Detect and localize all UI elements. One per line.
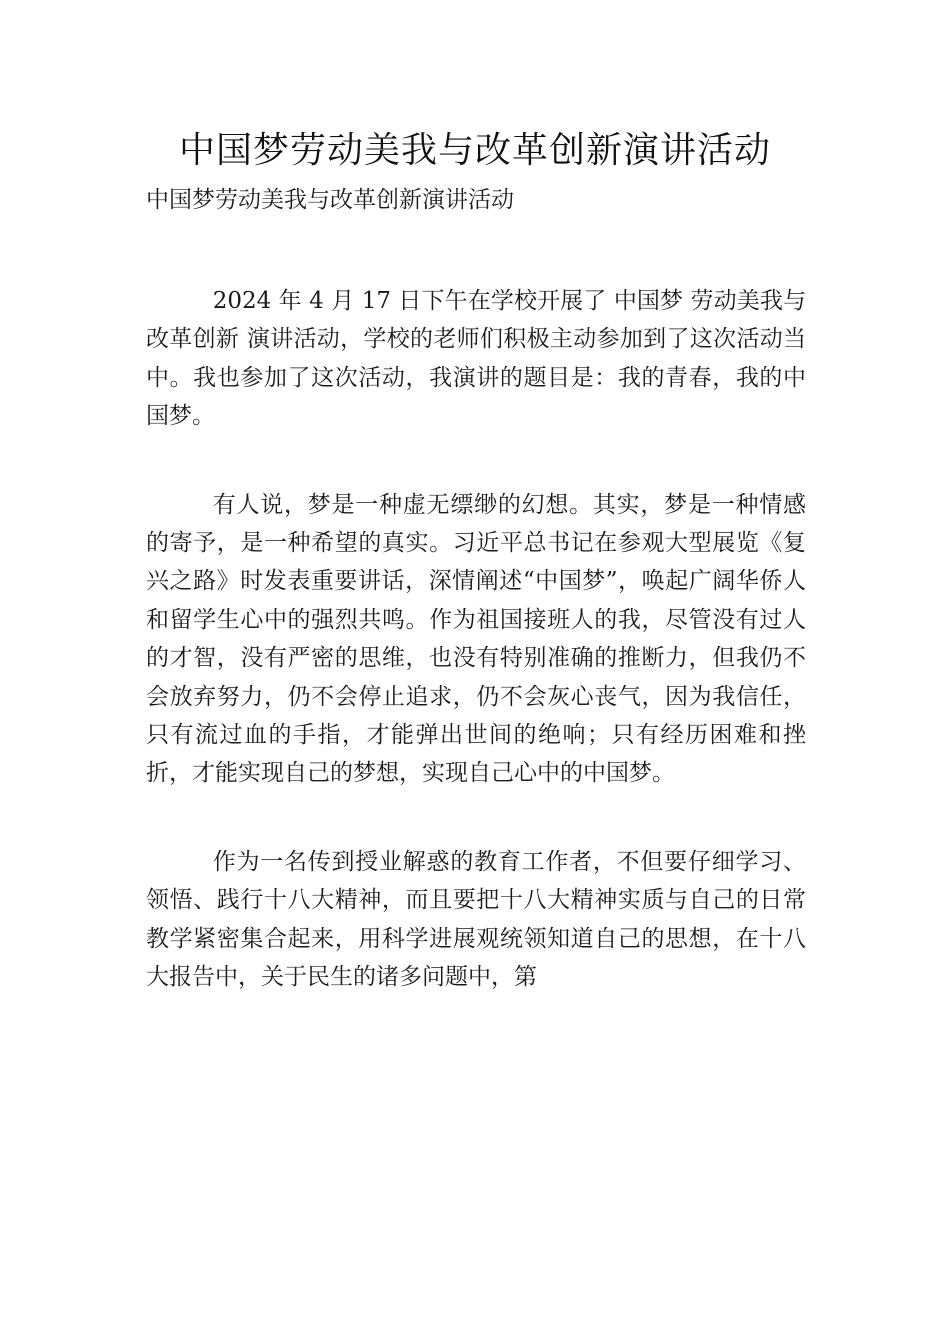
paragraph-1: 2024 年 4 月 17 日下午在学校开展了 中国梦 劳动美我与改革创新 演讲活动，学校的老师们积极主动参加到了这次活动当中。我也参加了这次活动，我演讲的题目是：我的青春，我的中国梦。	[146, 288, 806, 430]
document-body	[146, 282, 806, 1047]
paragraph-2: 有人说，梦是一种虚无缥缈的幻想。其实，梦是一种情感的寄予，是一种希望的真实。习近平总书记在参观大型展览《复兴之路》时发表重要讲话，深情阐述“中国梦”，唤起广阔华侨人和留学生心中的强烈共鸣。作为祖国接班人的我，尽管没有过人的才智，没有严密的思维，也没有特别准确的推断力，但我仍不会放弃努力，仍不会停止追求，仍不会灰心丧气，因为我信任，只有流过血的手指，才能弹出世间的绝响；只有经历困难和挫折，才能实现自己的梦想，实现自己心中的中国梦。	[146, 491, 806, 787]
paragraph-3: 作为一名传到授业解惑的教育工作者，不但要仔细学习、领悟、践行十八大精神，而且要把十八大精神实质与自己的日常教学紧密集合起来，用科学进展观统领知道自己的思想，在十八大报告中，关于民生的诸多问题中，第	[146, 848, 806, 991]
document-subtitle: 中国梦劳动美我与改革创新演讲活动	[146, 187, 514, 213]
document-title: 中国梦劳动美我与改革创新演讲活动	[178, 130, 771, 171]
